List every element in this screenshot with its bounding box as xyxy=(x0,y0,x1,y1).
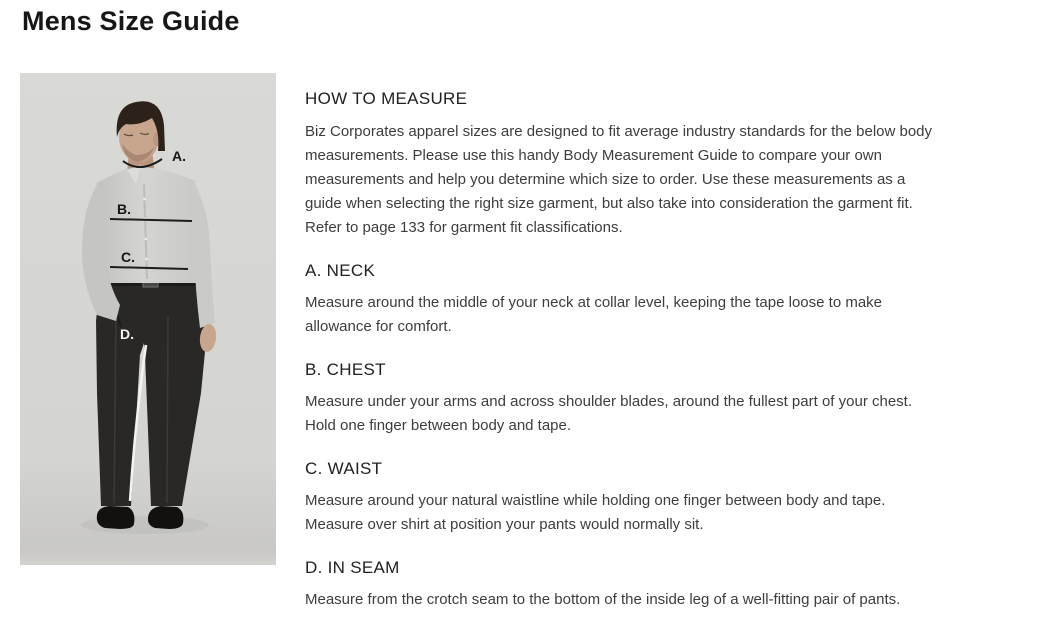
measure-instructions xyxy=(305,73,942,612)
measurement-label-c: C. xyxy=(121,249,135,265)
how-to-measure-text: Biz Corporates apparel sizes are designed to fit average industry standards for the below body measurements. Please use this handy Body Measurement Guide to compare your own measurements and help you determine which size to order. Use these measurements as a guide when selecting the right size garment, but also take into consideration the garment fit. Refer to page 133 for garment fit classifications. xyxy=(305,123,933,236)
content-area xyxy=(20,73,942,612)
how-to-measure-heading: HOW TO MEASURE xyxy=(305,89,468,108)
measurement-photo xyxy=(20,73,276,565)
model-shirt xyxy=(94,168,205,283)
section-neck-text: Measure around the middle of your neck at collar level, keeping the tape loose to make allowance for comfort. xyxy=(305,294,883,335)
section-waist-heading: C. WAIST xyxy=(305,459,383,478)
section-inseam-heading: D. IN SEAM xyxy=(305,558,400,577)
section-neck-heading: A. NECK xyxy=(305,261,376,280)
page-title: Mens Size Guide xyxy=(22,6,240,36)
section-neck xyxy=(305,261,942,339)
model-shoe-right xyxy=(148,506,183,529)
measurement-label-d: D. xyxy=(120,326,134,342)
section-waist xyxy=(305,459,942,537)
model-shoe-left xyxy=(97,506,135,529)
section-chest xyxy=(305,360,942,438)
section-chest-heading: B. CHEST xyxy=(305,360,386,379)
measurement-label-a: A. xyxy=(172,148,186,164)
section-inseam xyxy=(305,558,942,612)
measurement-label-b: B. xyxy=(117,201,131,217)
section-chest-text: Measure under your arms and across shoulder blades, around the fullest part of your chest. Hold one finger between body and tape. xyxy=(305,393,912,434)
section-waist-text: Measure around your natural waistline while holding one finger between body and tape. Measure over shirt at position your pants would normally sit. xyxy=(305,492,886,533)
model-figure-illustration xyxy=(20,73,276,565)
section-inseam-text: Measure from the crotch seam to the bottom of the inside leg of a well-fitting pair of pants. xyxy=(305,591,901,608)
